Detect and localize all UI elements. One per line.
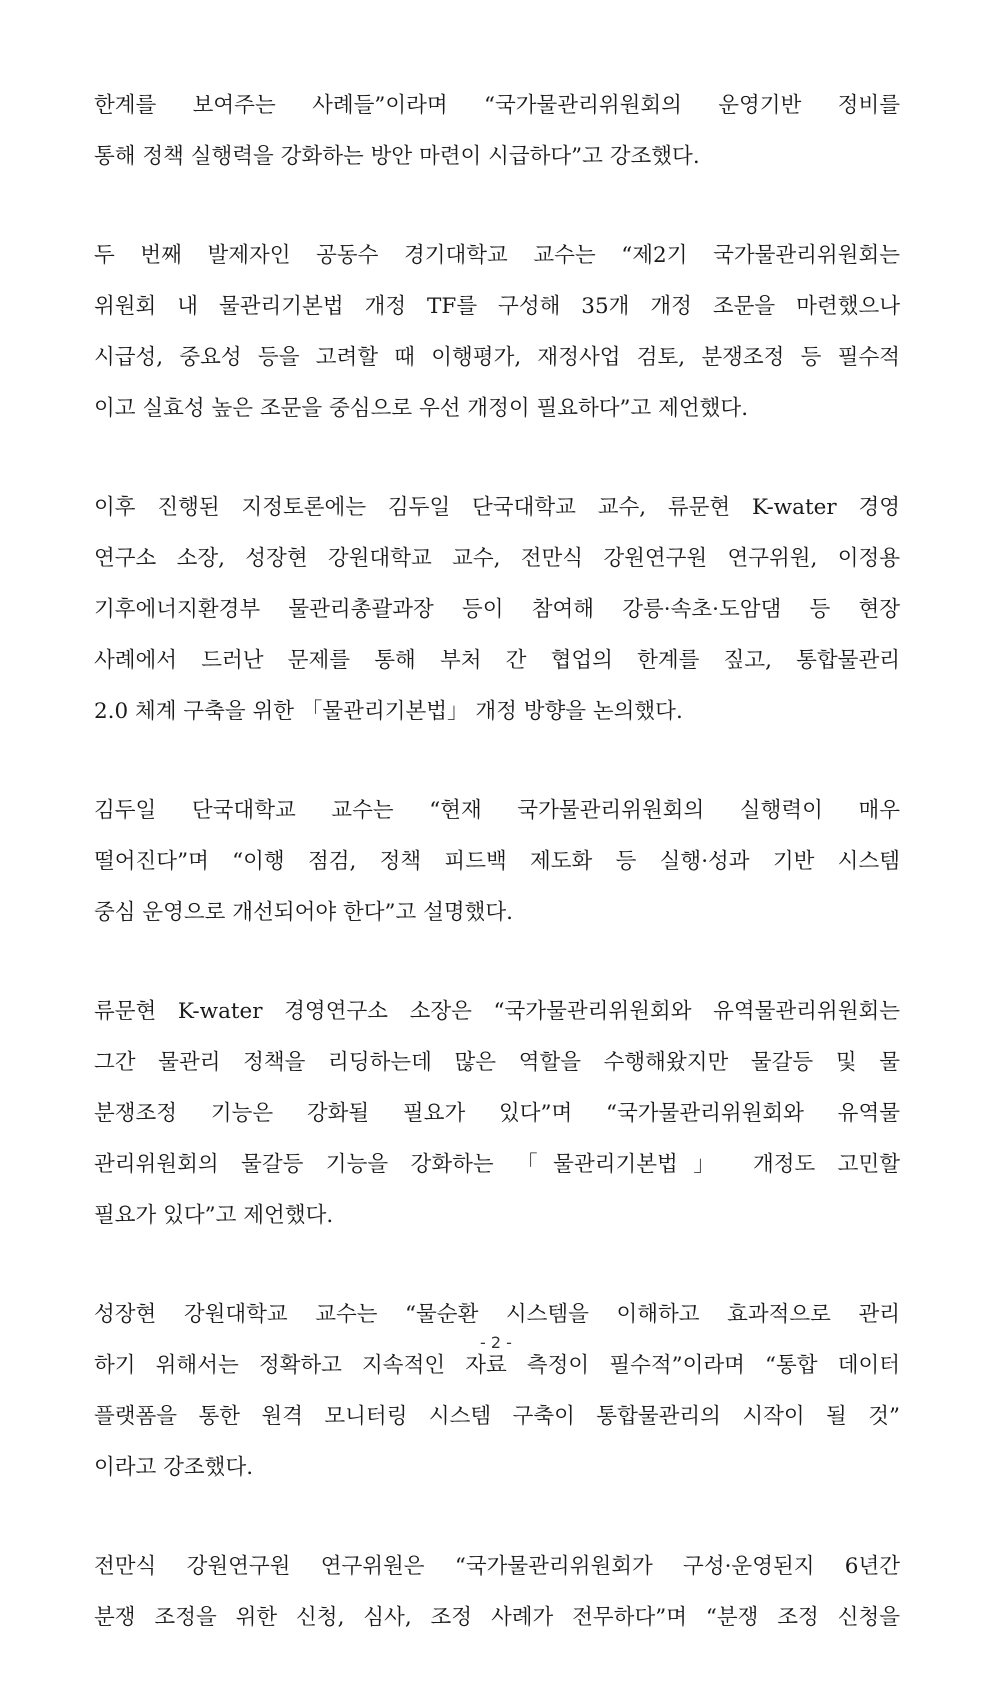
text-line: 이라고 강조했다. — [94, 1455, 254, 1480]
text-line: 위원회 내 물관리기본법 개정 TF를 구성해 35개 개정 조문을 마련했으나 — [94, 294, 900, 319]
text-line: 2.0 체계 구축을 위한 「물관리기본법」 개정 방향을 논의했다. — [94, 699, 683, 724]
text-line: 두 번째 발제자인 공동수 경기대학교 교수는 “제2기 국가물관리위원회는 — [94, 243, 900, 268]
paragraph-intro-continuation — [94, 80, 900, 182]
text-line: 하기 위해서는 정확하고 지속적인 자료 측정이 필수적”이라며 “통합 데이터 — [94, 1353, 900, 1378]
text-line: 한계를 보여주는 사례들”이라며 “국가물관리위원회의 운영기반 정비를 — [94, 93, 900, 118]
text-line: 전만식 강원연구원 연구위원은 “국가물관리위원회가 구성·운영된지 6년간 — [94, 1554, 900, 1579]
text-line: 떨어진다”며 “이행 점검, 정책 피드백 제도화 등 실행·성과 기반 시스템 — [94, 849, 900, 874]
document-body — [94, 80, 900, 1691]
text-line: 필요가 있다”고 제언했다. — [94, 1203, 334, 1228]
paragraph-panel-discussion — [94, 482, 900, 737]
paragraph-seong-janghyeon — [94, 1289, 900, 1493]
paragraph-ryu-munhyeon — [94, 986, 900, 1241]
page-number: - 2 - — [480, 1333, 512, 1352]
text-line: 그간 물관리 정책을 리딩하는데 많은 역할을 수행해왔지만 물갈등 및 물 — [94, 1050, 900, 1075]
text-line: 류문현 K-water 경영연구소 소장은 “국가물관리위원회와 유역물관리위원회는 — [94, 999, 900, 1024]
text-line: 분쟁 조정을 위한 신청, 심사, 조정 사례가 전무하다”며 “분쟁 조정 신청을 — [94, 1605, 900, 1630]
text-line: 시급성, 중요성 등을 고려할 때 이행평가, 재정사업 검토, 분쟁조정 등 필수적 — [94, 345, 900, 370]
text-line: 관리위원회의 물갈등 기능을 강화하는 「물관리기본법」 개정도 고민할 — [94, 1152, 900, 1177]
text-line: 김두일 단국대학교 교수는 “현재 국가물관리위원회의 실행력이 매우 — [94, 798, 900, 823]
paragraph-kim-duil — [94, 785, 900, 938]
text-line: 이고 실효성 높은 조문을 중심으로 우선 개정이 필요하다”고 제언했다. — [94, 396, 749, 421]
text-line: 성장현 강원대학교 교수는 “물순환 시스템을 이해하고 효과적으로 관리 — [94, 1302, 900, 1327]
text-line: 플랫폼을 통한 원격 모니터링 시스템 구축이 통합물관리의 시작이 될 것” — [94, 1404, 900, 1429]
paragraph-jeon-mansik — [94, 1541, 900, 1643]
text-line: 기후에너지환경부 물관리총괄과장 등이 참여해 강릉·속초·도암댐 등 현장 — [94, 597, 900, 622]
text-line: 중심 운영으로 개선되어야 한다”고 설명했다. — [94, 900, 514, 925]
text-line: 이후 진행된 지정토론에는 김두일 단국대학교 교수, 류문현 K-water 경영 — [94, 495, 900, 520]
text-line: 사례에서 드러난 문제를 통해 부처 간 협업의 한계를 짚고, 통합물관리 — [94, 648, 900, 673]
paragraph-second-presenter — [94, 230, 900, 434]
text-line: 통해 정책 실행력을 강화하는 방안 마련이 시급하다”고 강조했다. — [94, 144, 700, 169]
text-line: 연구소 소장, 성장현 강원대학교 교수, 전만식 강원연구원 연구위원, 이정용 — [94, 546, 900, 571]
text-line: 분쟁조정 기능은 강화될 필요가 있다”며 “국가물관리위원회와 유역물 — [94, 1101, 900, 1126]
